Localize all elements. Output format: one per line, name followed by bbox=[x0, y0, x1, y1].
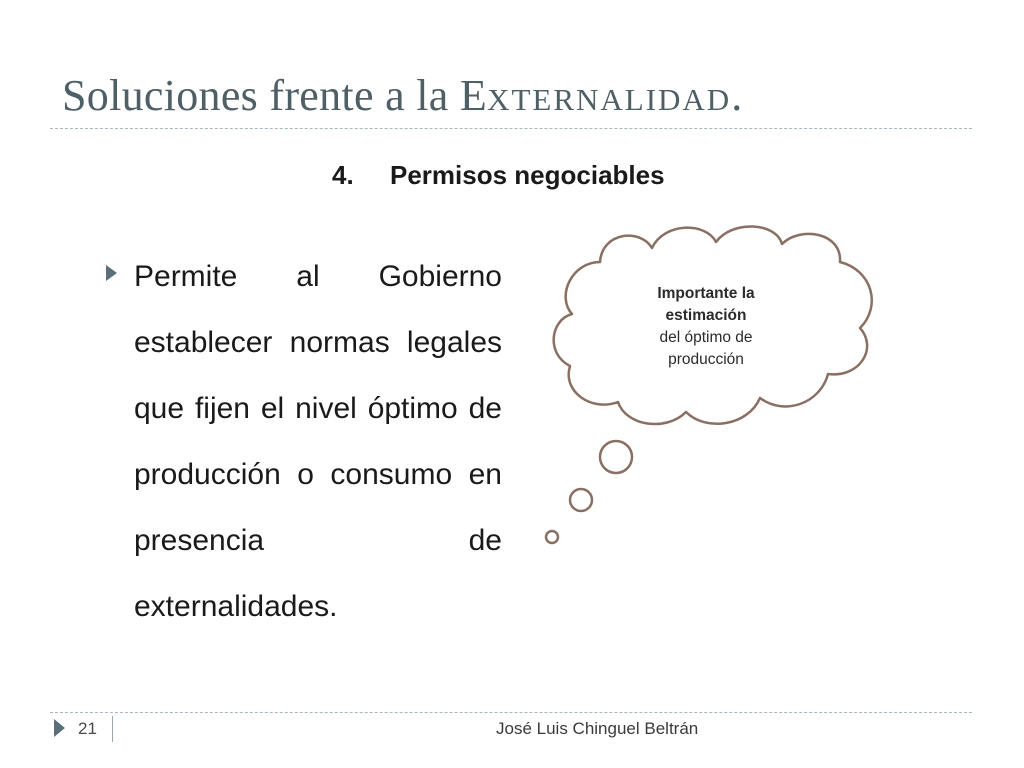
thought-bubble-medium bbox=[570, 489, 592, 511]
cloud-text bbox=[628, 283, 784, 371]
title-smallcaps: xternalidad bbox=[487, 71, 732, 120]
cloud-line-2: estimación bbox=[665, 307, 747, 324]
thought-bubble-small bbox=[546, 531, 558, 543]
subtitle-number: 4. bbox=[332, 160, 354, 190]
cloud-line-4: producción bbox=[668, 351, 744, 368]
bullet-text: Permite al Gobierno establecer normas legales que fijen el nivel óptimo de producción o consumo en presencia de externalidades. bbox=[134, 260, 502, 623]
footer-author: José Luis Chinguel Beltrán bbox=[496, 719, 699, 738]
cloud-line-1: Importante la bbox=[657, 285, 755, 302]
footer-separator bbox=[112, 716, 113, 742]
page-number: 21 bbox=[78, 719, 97, 738]
title-main: Soluciones frente a la E bbox=[62, 71, 488, 120]
footer-arrow-icon bbox=[54, 719, 65, 737]
cloud-line-3: del óptimo de bbox=[659, 329, 753, 346]
footer-divider bbox=[50, 712, 972, 713]
title-end: . bbox=[731, 71, 743, 120]
subtitle-text: Permisos negociables bbox=[390, 160, 665, 190]
thought-bubble-large bbox=[600, 441, 632, 473]
